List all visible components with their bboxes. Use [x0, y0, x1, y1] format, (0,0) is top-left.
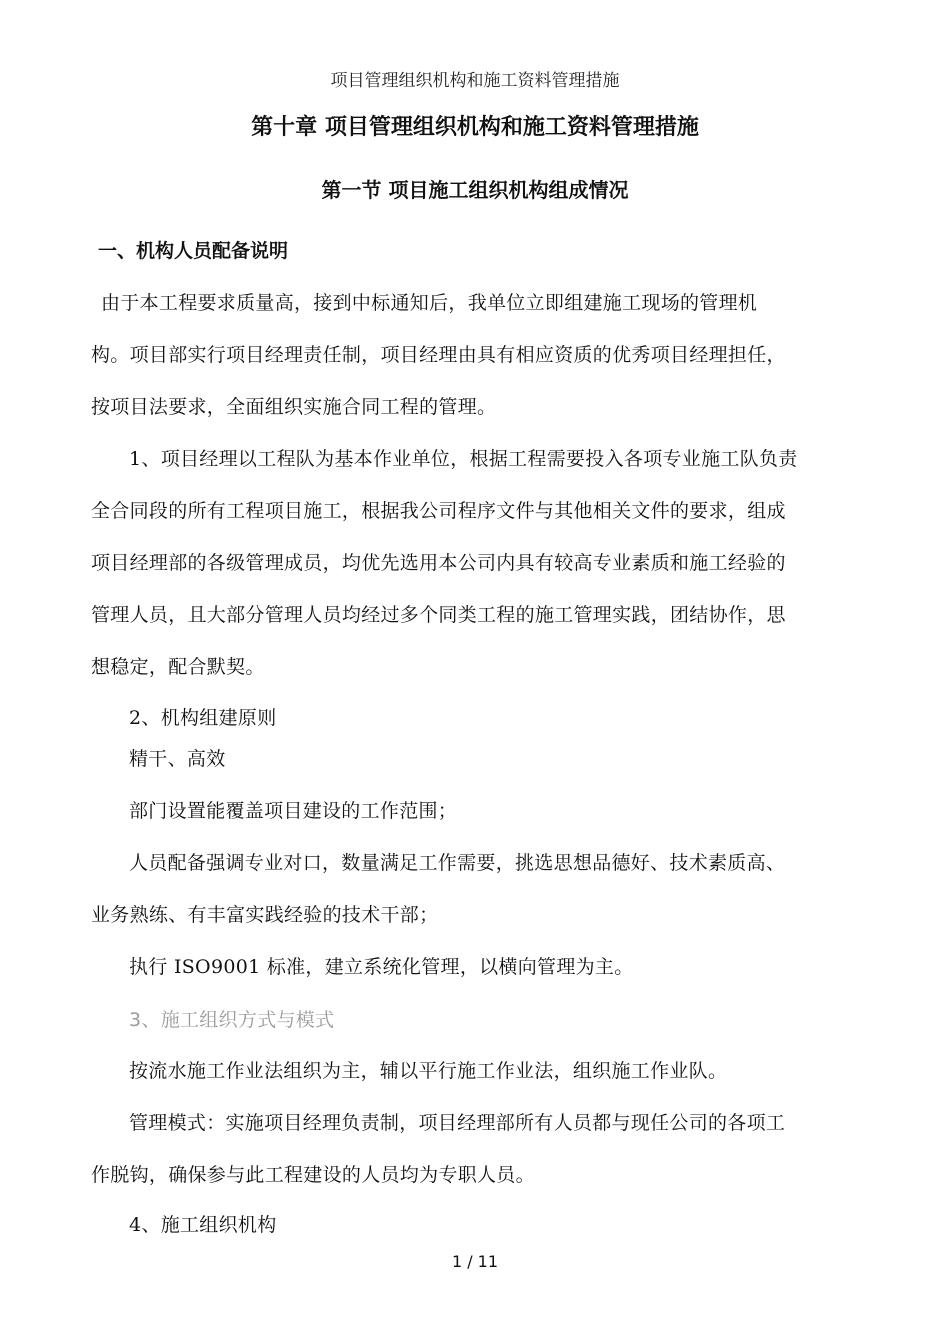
- item2-line-1: 精干、高效: [129, 748, 226, 770]
- running-header: 项目管理组织机构和施工资料管理措施: [330, 71, 620, 91]
- item3-line-2b: 作脱钩，确保参与此工程建设的人员均为专职人员。: [91, 1164, 535, 1186]
- item2-line-3b: 业务熟练、有丰富实践经验的技术干部；: [91, 904, 439, 926]
- intro-line-1: 由于本工程要求质量高，接到中标通知后，我单位立即组建施工现场的管理机: [101, 292, 758, 314]
- heading-staffing: 一、机构人员配备说明: [98, 240, 289, 262]
- page-number: 1 / 11: [451, 1252, 499, 1271]
- item3-line-2a: 管理模式：实施项目经理负责制，项目经理部所有人员都与现任公司的各项工: [129, 1112, 786, 1134]
- item2-line-3a: 人员配备强调专业对口，数量满足工作需要，挑选思想品德好、技术素质高、: [129, 852, 786, 874]
- para1-line-1: 1、项目经理以工程队为基本作业单位，根据工程需要投入各项专业施工队负责: [129, 448, 798, 470]
- intro-line-2: 构。项目部实行项目经理责任制，项目经理由具有相应资质的优秀项目经理担任，: [91, 344, 786, 366]
- item2-title: 2、机构组建原则: [129, 707, 277, 729]
- para1-line-3: 项目经理部的各级管理成员，均优先选用本公司内具有较高专业素质和施工经验的: [91, 552, 786, 574]
- intro-line-3: 按项目法要求，全面组织实施合同工程的管理。: [91, 396, 497, 418]
- item2-line-2: 部门设置能覆盖项目建设的工作范围；: [129, 800, 458, 822]
- item2-line-4: 执行 ISO9001 标准，建立系统化管理，以横向管理为主。: [129, 956, 634, 978]
- item3-line-1: 按流水施工作业法组织为主，辅以平行施工作业法，组织施工作业队。: [129, 1060, 728, 1082]
- para1-line-4: 管理人员，且大部分管理人员均经过多个同类工程的施工管理实践，团结协作，思: [91, 604, 786, 626]
- item3-title: 3、施工组织方式与模式: [129, 1009, 335, 1031]
- para1-line-2: 全合同段的所有工程项目施工，根据我公司程序文件与其他相关文件的要求，组成: [91, 500, 786, 522]
- chapter-title: 第十章 项目管理组织机构和施工资料管理措施: [251, 115, 699, 140]
- section-title: 第一节 项目施工组织机构组成情况: [321, 178, 629, 202]
- item4-title: 4、施工组织机构: [129, 1214, 277, 1236]
- para1-line-5: 想稳定，配合默契。: [91, 656, 265, 678]
